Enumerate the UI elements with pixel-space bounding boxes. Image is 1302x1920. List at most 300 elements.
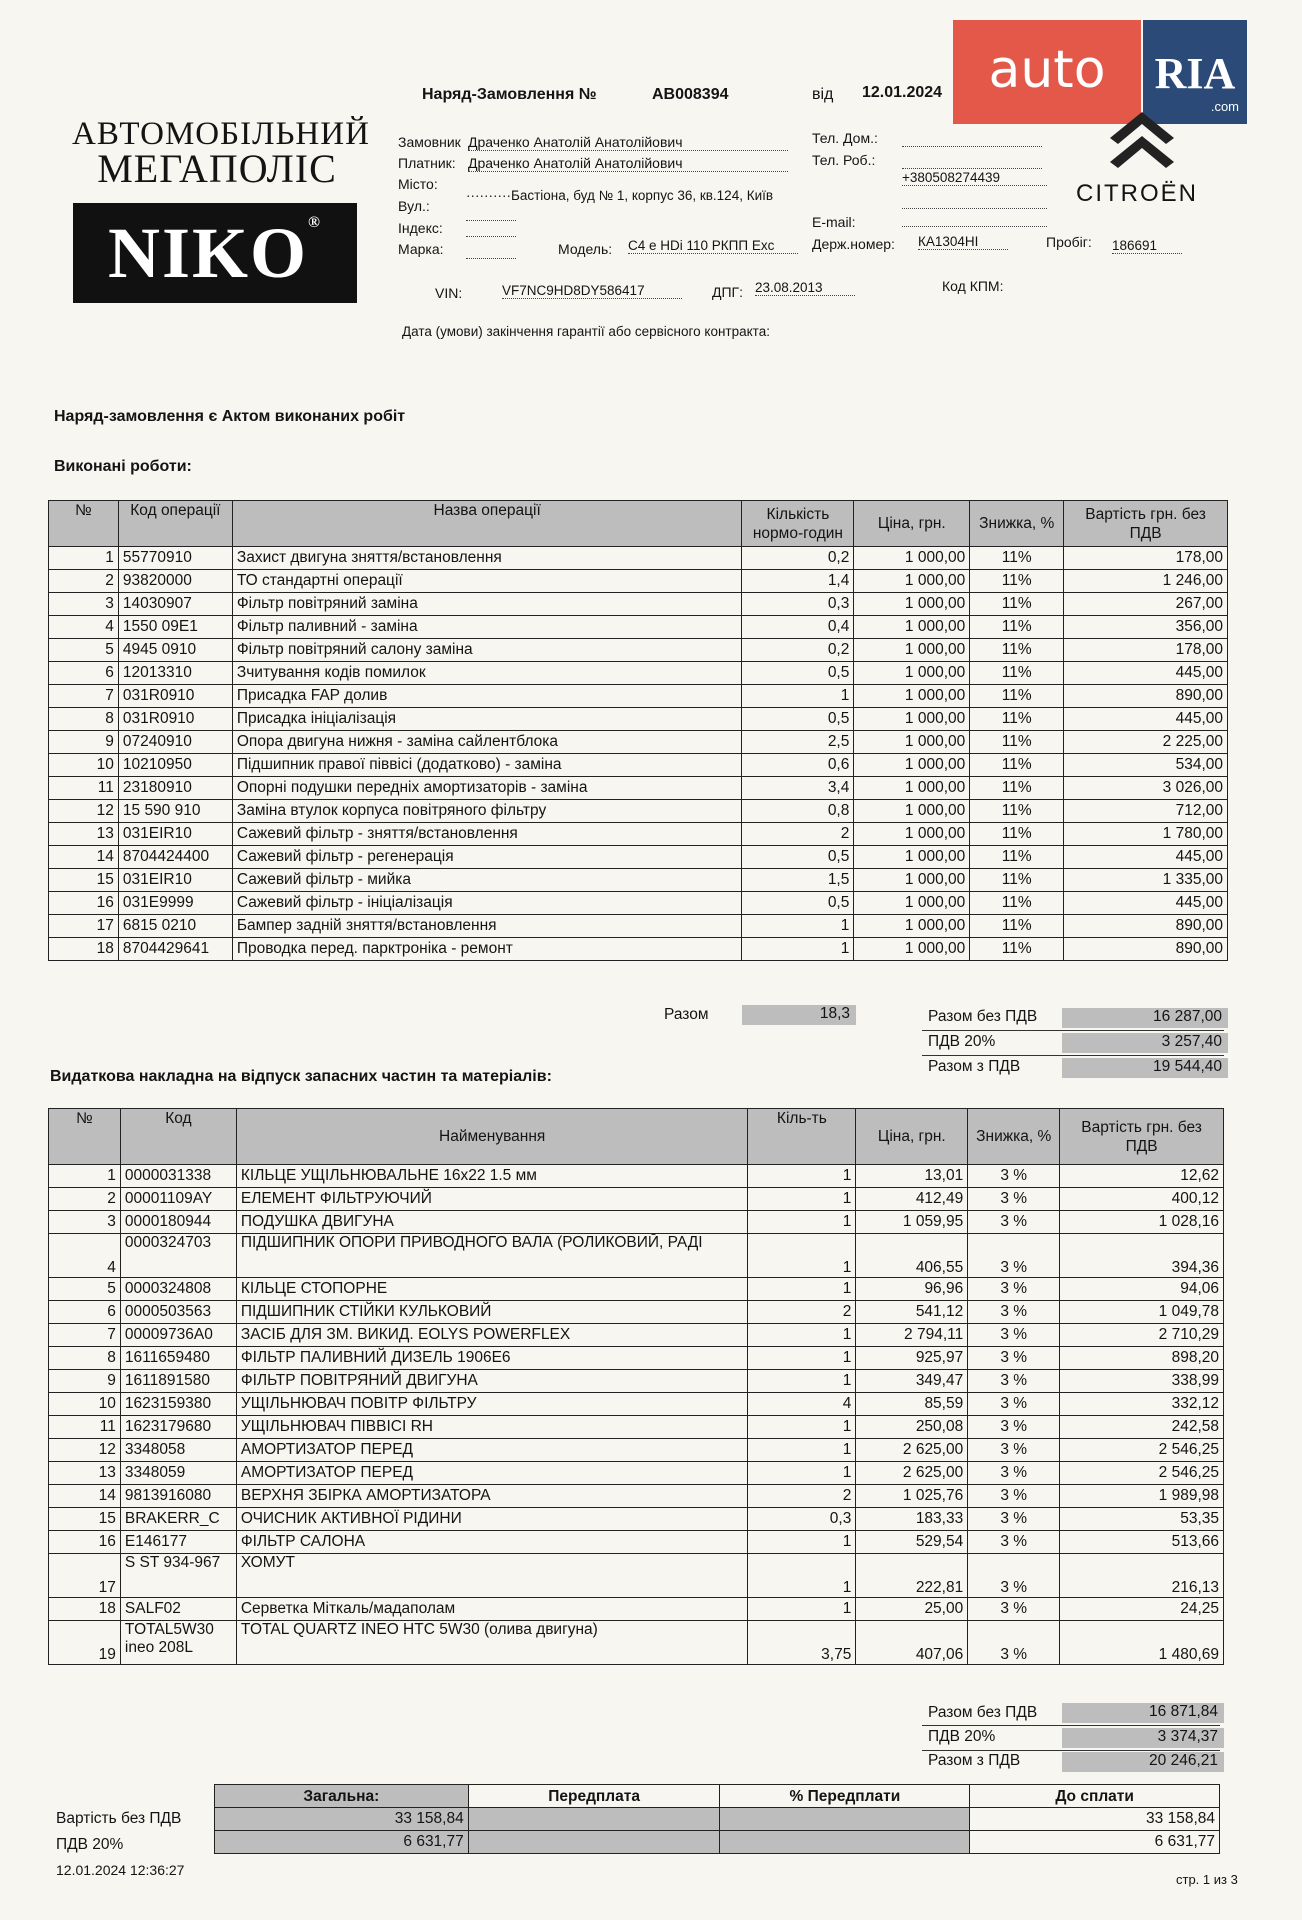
row-code: 1550 09E1 — [118, 616, 232, 639]
row-name: ПІДШИПНИК ОПОРИ ПРИВОДНОГО ВАЛА (РОЛИКОВИЙ, РАДІ — [236, 1234, 748, 1278]
col-part-name: Найменування — [236, 1109, 748, 1165]
row-price: 25,00 — [856, 1598, 968, 1621]
row-number: 9 — [49, 731, 119, 754]
col-part-number: № — [49, 1109, 121, 1165]
row-number: 6 — [49, 662, 119, 685]
row-cost: 712,00 — [1064, 800, 1228, 823]
order-label: Наряд-Замовлення № — [422, 86, 597, 103]
row-name: Заміна втулок корпуса повітряного фільтру — [232, 800, 742, 823]
ria-domain: .com — [1210, 99, 1239, 114]
work-row — [49, 846, 1228, 869]
parts-title: Видаткова накладна на відпуск запасних частин та матеріалів: — [50, 1068, 552, 1085]
row-name: ФІЛЬТР ПАЛИВНИЙ ДИЗЕЛЬ 1906Е6 — [236, 1347, 748, 1370]
parts-sum-divider-2 — [922, 1750, 1220, 1751]
row-code: 6815 0210 — [118, 915, 232, 938]
row-number: 12 — [49, 1439, 121, 1462]
row-qty: 1 — [748, 1554, 856, 1598]
part-row — [49, 1393, 1224, 1416]
kpm-label: Код КПМ: — [942, 278, 1004, 294]
col-part-price: Ціна, грн. — [856, 1109, 968, 1165]
work-row — [49, 915, 1228, 938]
parts-sum-no-vat: 16 871,84 — [1062, 1703, 1224, 1723]
row-discount: 3 % — [968, 1347, 1060, 1370]
row-name: ЕЛЕМЕНТ ФІЛЬТРУЮЧИЙ — [236, 1188, 748, 1211]
index-label: Індекс: — [398, 220, 443, 236]
part-row — [49, 1278, 1224, 1301]
col-op-code: Код операції — [118, 501, 232, 547]
row-number: 11 — [49, 1416, 121, 1439]
totals-row-vat — [215, 1831, 1220, 1854]
row-qty: 1 — [748, 1234, 856, 1278]
row-number: 15 — [49, 869, 119, 892]
parts-sum-no-vat-label: Разом без ПДВ — [928, 1704, 1038, 1721]
row-discount: 3 % — [968, 1393, 1060, 1416]
dpg-label: ДПГ: — [712, 284, 744, 300]
row-price: 1 000,00 — [854, 593, 970, 616]
row-name: Сажевий фільтр - ініціалізація — [232, 892, 742, 915]
row-code: SALF02 — [120, 1598, 236, 1621]
row-number: 3 — [49, 593, 119, 616]
row-qty: 3,4 — [742, 777, 854, 800]
row-number: 13 — [49, 823, 119, 846]
row-price: 1 000,00 — [854, 869, 970, 892]
row-cost: 445,00 — [1064, 662, 1228, 685]
work-row — [49, 938, 1228, 961]
row-qty: 1 — [748, 1211, 856, 1234]
row-name: Зчитування кодів помилок — [232, 662, 742, 685]
row-discount: 11% — [970, 593, 1064, 616]
col-op-name: Назва операції — [232, 501, 742, 547]
phone-home-value — [902, 134, 1042, 147]
row-code: 3348058 — [120, 1439, 236, 1462]
row-cost: 898,20 — [1060, 1347, 1224, 1370]
row-qty: 1 — [748, 1462, 856, 1485]
row-discount: 3 % — [968, 1598, 1060, 1621]
vin-label: VIN: — [435, 285, 463, 301]
row-cost: 356,00 — [1064, 616, 1228, 639]
row-code: 031EIR10 — [118, 869, 232, 892]
citroen-chevrons-icon — [1102, 104, 1182, 174]
row-code: 14030907 — [118, 593, 232, 616]
work-row — [49, 731, 1228, 754]
row-discount: 11% — [970, 800, 1064, 823]
row-code: 55770910 — [118, 547, 232, 570]
parts-sum-vat-label: Разом з ПДВ — [928, 1752, 1021, 1769]
row-cost: 53,35 — [1060, 1508, 1224, 1531]
row-code: 4945 0910 — [118, 639, 232, 662]
part-row — [49, 1554, 1224, 1598]
row-price: 96,96 — [856, 1278, 968, 1301]
row-qty: 2 — [748, 1485, 856, 1508]
row-qty: 0,2 — [742, 547, 854, 570]
row-price: 1 000,00 — [854, 570, 970, 593]
row-qty: 1 — [748, 1165, 856, 1188]
row-number: 6 — [49, 1301, 121, 1324]
row-price: 2 625,00 — [856, 1439, 968, 1462]
row-code: 00009736A0 — [120, 1324, 236, 1347]
row-number: 18 — [49, 938, 119, 961]
row-code: 1623179680 — [120, 1416, 236, 1439]
ria-text: RIA — [1154, 49, 1236, 98]
row-cost: 445,00 — [1064, 846, 1228, 869]
autoria-watermark-auto: auto — [953, 20, 1141, 124]
payer-name: Драченко Анатолій Анатолійович — [468, 155, 788, 172]
row-code: 1611891580 — [120, 1370, 236, 1393]
work-row — [49, 892, 1228, 915]
row-qty: 0,4 — [742, 616, 854, 639]
parts-sum-divider-1 — [922, 1725, 1220, 1726]
phone-home-label: Тел. Дом.: — [812, 130, 878, 146]
row-qty: 1 — [748, 1188, 856, 1211]
row-cost: 242,58 — [1060, 1416, 1224, 1439]
plate-label: Держ.номер: — [812, 236, 895, 252]
row-price: 1 000,00 — [854, 823, 970, 846]
city-label: Місто: — [398, 176, 438, 192]
row-cost: 890,00 — [1064, 938, 1228, 961]
row-number: 14 — [49, 1485, 121, 1508]
row-code: 3348059 — [120, 1462, 236, 1485]
row-cost: 178,00 — [1064, 547, 1228, 570]
row-name: ПОДУШКА ДВИГУНА — [236, 1211, 748, 1234]
row-number: 2 — [49, 1188, 121, 1211]
order-number: АВ008394 — [652, 86, 729, 103]
row-qty: 1 — [748, 1347, 856, 1370]
col-part-code: Код — [120, 1109, 236, 1165]
niko-logo-text: NIKO — [108, 213, 309, 293]
row-price: 1 000,00 — [854, 639, 970, 662]
row-cost: 394,36 — [1060, 1234, 1224, 1278]
part-row — [49, 1301, 1224, 1324]
row-number: 4 — [49, 616, 119, 639]
row-name: Серветка Міткаль/мадаполам — [236, 1598, 748, 1621]
row-name: Сажевий фільтр - зняття/встановлення — [232, 823, 742, 846]
row-number: 5 — [49, 1278, 121, 1301]
row-price: 349,47 — [856, 1370, 968, 1393]
work-row — [49, 823, 1228, 846]
row-name: УЩІЛЬНЮВАЧ ПОВІТР ФІЛЬТРУ — [236, 1393, 748, 1416]
row-code: 0000324808 — [120, 1278, 236, 1301]
row-cost: 94,06 — [1060, 1278, 1224, 1301]
row-code: BRAKERR_C — [120, 1508, 236, 1531]
row-name: ЗАСІБ ДЛЯ ЗМ. ВИКИД. EOLYS POWERFLEX — [236, 1324, 748, 1347]
model-value: C4 e HDi 110 РКПП Exc — [628, 238, 798, 254]
row-name: Опора двигуна нижня - заміна сайлентблока — [232, 731, 742, 754]
row-number: 10 — [49, 1393, 121, 1416]
part-row — [49, 1324, 1224, 1347]
totals-col-due: До сплати — [970, 1785, 1220, 1808]
row-qty: 0,2 — [742, 639, 854, 662]
row-number: 12 — [49, 800, 119, 823]
row-code: 031R0910 — [118, 708, 232, 731]
row-qty: 1 — [748, 1439, 856, 1462]
row-code: 1623159380 — [120, 1393, 236, 1416]
row-discount: 3 % — [968, 1554, 1060, 1598]
row-code: 07240910 — [118, 731, 232, 754]
row-discount: 3 % — [968, 1165, 1060, 1188]
street-value: ··········Бастіона, буд № 1, корпус 36, кв.124, Київ — [466, 188, 774, 203]
row-qty: 1 — [748, 1416, 856, 1439]
row-discount: 3 % — [968, 1531, 1060, 1554]
row-cost: 1 028,16 — [1060, 1211, 1224, 1234]
row-number: 7 — [49, 1324, 121, 1347]
row-discount: 11% — [970, 869, 1064, 892]
row-cost: 2 225,00 — [1064, 731, 1228, 754]
totals-label-vat: ПДВ 20% — [56, 1836, 124, 1853]
row-qty: 1 — [742, 938, 854, 961]
row-cost: 1 480,69 — [1060, 1621, 1224, 1665]
col-part-qty: Кіль-ть — [748, 1109, 856, 1165]
row-name: Сажевий фільтр - мийка — [232, 869, 742, 892]
row-discount: 3 % — [968, 1621, 1060, 1665]
row-discount: 3 % — [968, 1416, 1060, 1439]
work-row — [49, 708, 1228, 731]
row-cost: 1 335,00 — [1064, 869, 1228, 892]
row-discount: 3 % — [968, 1370, 1060, 1393]
row-price: 1 000,00 — [854, 685, 970, 708]
row-discount: 11% — [970, 616, 1064, 639]
col-hours: Кількість нормо-годин — [742, 501, 854, 547]
work-row — [49, 616, 1228, 639]
row-number: 10 — [49, 754, 119, 777]
row-cost: 267,00 — [1064, 593, 1228, 616]
row-qty: 1 — [748, 1278, 856, 1301]
row-code: 8704429641 — [118, 938, 232, 961]
company-logo-text — [72, 116, 370, 191]
row-discount: 11% — [970, 685, 1064, 708]
row-name: ПІДШИПНИК СТІЙКИ КУЛЬКОВИЙ — [236, 1301, 748, 1324]
row-price: 250,08 — [856, 1416, 968, 1439]
plate-value: КА1304НІ — [918, 234, 1008, 250]
parts-vat-label: ПДВ 20% — [928, 1728, 996, 1745]
row-cost: 1 780,00 — [1064, 823, 1228, 846]
row-name: Фільтр повітряний салону заміна — [232, 639, 742, 662]
row-number: 17 — [49, 1554, 121, 1598]
row-code: 031EIR10 — [118, 823, 232, 846]
col-price: Ціна, грн. — [854, 501, 970, 547]
col-cost: Вартість грн. без ПДВ — [1064, 501, 1228, 547]
part-row — [49, 1211, 1224, 1234]
phone-value: +380508274439 — [902, 170, 1047, 186]
row-price: 1 000,00 — [854, 915, 970, 938]
row-name: Присадка FAP долив — [232, 685, 742, 708]
row-price: 412,49 — [856, 1188, 968, 1211]
row-price: 541,12 — [856, 1301, 968, 1324]
part-row — [49, 1531, 1224, 1554]
row-qty: 1,4 — [742, 570, 854, 593]
row-discount: 3 % — [968, 1211, 1060, 1234]
row-discount: 11% — [970, 846, 1064, 869]
part-row — [49, 1485, 1224, 1508]
row-number: 16 — [49, 892, 119, 915]
part-row — [49, 1165, 1224, 1188]
row-price: 1 000,00 — [854, 754, 970, 777]
row-discount: 11% — [970, 938, 1064, 961]
part-row — [49, 1347, 1224, 1370]
row-qty: 0,3 — [748, 1508, 856, 1531]
works-sum-vat: 19 544,40 — [1062, 1058, 1228, 1078]
part-row — [49, 1416, 1224, 1439]
row-code: 031R0910 — [118, 685, 232, 708]
work-row — [49, 777, 1228, 800]
row-code: 15 590 910 — [118, 800, 232, 823]
row-number: 5 — [49, 639, 119, 662]
row-discount: 3 % — [968, 1188, 1060, 1211]
customer-name: Драченко Анатолій Анатолійович — [468, 134, 788, 151]
total-general-no-vat: 33 158,84 — [215, 1808, 469, 1831]
totals-col-prepay: Передплата — [468, 1785, 720, 1808]
row-cost: 332,12 — [1060, 1393, 1224, 1416]
row-qty: 0,5 — [742, 846, 854, 869]
row-discount: 3 % — [968, 1301, 1060, 1324]
total-due-vat: 6 631,77 — [970, 1831, 1220, 1854]
row-code: 0000324703 — [120, 1234, 236, 1278]
row-code: 9813916080 — [120, 1485, 236, 1508]
works-vat: 3 257,40 — [1062, 1033, 1228, 1053]
col-number: № — [49, 501, 119, 547]
row-cost: 445,00 — [1064, 708, 1228, 731]
part-row — [49, 1188, 1224, 1211]
work-row — [49, 593, 1228, 616]
row-discount: 3 % — [968, 1462, 1060, 1485]
parts-vat: 3 374,37 — [1062, 1728, 1224, 1748]
row-discount: 11% — [970, 639, 1064, 662]
row-cost: 2 546,25 — [1060, 1439, 1224, 1462]
col-discount: Знижка, % — [970, 501, 1064, 547]
row-number: 2 — [49, 570, 119, 593]
row-number: 1 — [49, 1165, 121, 1188]
row-price: 1 000,00 — [854, 616, 970, 639]
row-cost: 12,62 — [1060, 1165, 1224, 1188]
phone-work-value — [902, 156, 1042, 169]
dpg-value: 23.08.2013 — [755, 280, 855, 296]
col-part-cost: Вартість грн. без ПДВ — [1060, 1109, 1224, 1165]
row-cost: 178,00 — [1064, 639, 1228, 662]
row-price: 1 059,95 — [856, 1211, 968, 1234]
row-price: 1 000,00 — [854, 547, 970, 570]
customer-label: Замовник — [398, 134, 461, 150]
row-cost: 24,25 — [1060, 1598, 1224, 1621]
row-discount: 11% — [970, 570, 1064, 593]
row-discount: 11% — [970, 662, 1064, 685]
row-qty: 4 — [748, 1393, 856, 1416]
totals-col-prepay-pct: % Передплати — [720, 1785, 970, 1808]
street-label: Вул.: — [398, 198, 430, 214]
row-price: 1 000,00 — [854, 892, 970, 915]
part-row — [49, 1508, 1224, 1531]
row-discount: 3 % — [968, 1485, 1060, 1508]
row-name: Опорні подушки передніх амортизаторів - заміна — [232, 777, 742, 800]
work-row — [49, 800, 1228, 823]
citroen-wordmark: CITROËN — [1076, 180, 1198, 207]
row-price: 2 794,11 — [856, 1324, 968, 1347]
row-qty: 0,8 — [742, 800, 854, 823]
totals-label-no-vat: Вартість без ПДВ — [56, 1810, 182, 1827]
row-cost: 1 049,78 — [1060, 1301, 1224, 1324]
row-name: Підшипник правої піввісі (додатково) - заміна — [232, 754, 742, 777]
model-label: Модель: — [558, 241, 613, 257]
row-price: 1 000,00 — [854, 846, 970, 869]
works-sum-divider-1 — [922, 1030, 1224, 1031]
works-total-hours: 18,3 — [742, 1005, 856, 1025]
row-price: 407,06 — [856, 1621, 968, 1665]
row-price: 222,81 — [856, 1554, 968, 1598]
work-row — [49, 685, 1228, 708]
row-number: 9 — [49, 1370, 121, 1393]
row-name: ФІЛЬТР САЛОНА — [236, 1531, 748, 1554]
row-price: 529,54 — [856, 1531, 968, 1554]
row-qty: 3,75 — [748, 1621, 856, 1665]
row-code: TOTAL5W30 ineo 208L — [120, 1621, 236, 1665]
row-name: ФІЛЬТР ПОВІТРЯНИЙ ДВИГУНА — [236, 1370, 748, 1393]
row-discount: 3 % — [968, 1234, 1060, 1278]
logo-line-2: МЕГАПОЛІС — [97, 146, 337, 191]
row-code: 00001109AY — [120, 1188, 236, 1211]
row-cost: 513,66 — [1060, 1531, 1224, 1554]
row-qty: 1 — [748, 1531, 856, 1554]
date-from-label: від — [812, 86, 834, 103]
phone-work-label: Тел. Роб.: — [812, 152, 876, 168]
work-row — [49, 570, 1228, 593]
row-cost: 2 710,29 — [1060, 1324, 1224, 1347]
total-general-vat: 6 631,77 — [215, 1831, 469, 1854]
part-row — [49, 1370, 1224, 1393]
row-name: Сажевий фільтр - регенерація — [232, 846, 742, 869]
row-code: E146177 — [120, 1531, 236, 1554]
row-qty: 0,5 — [742, 892, 854, 915]
row-number: 16 — [49, 1531, 121, 1554]
payer-label: Платник: — [398, 155, 456, 171]
row-code: 93820000 — [118, 570, 232, 593]
works-sum-divider-2 — [922, 1055, 1224, 1056]
row-number: 15 — [49, 1508, 121, 1531]
total-due-no-vat: 33 158,84 — [970, 1808, 1220, 1831]
row-qty: 0,5 — [742, 662, 854, 685]
row-discount: 11% — [970, 731, 1064, 754]
work-row — [49, 639, 1228, 662]
row-discount: 11% — [970, 547, 1064, 570]
mileage-label: Пробіг: — [1046, 234, 1092, 250]
row-cost: 400,12 — [1060, 1188, 1224, 1211]
row-name: Фільтр повітряний заміна — [232, 593, 742, 616]
street-dots — [466, 210, 516, 221]
row-name: УЩІЛЬНЮВАЧ ПІВВІСІ RH — [236, 1416, 748, 1439]
row-code: S ST 934-967 — [120, 1554, 236, 1598]
row-qty: 1 — [748, 1324, 856, 1347]
row-cost: 3 026,00 — [1064, 777, 1228, 800]
row-discount: 3 % — [968, 1439, 1060, 1462]
row-number: 11 — [49, 777, 119, 800]
row-name: Бампер задній зняття/встановлення — [232, 915, 742, 938]
row-price: 13,01 — [856, 1165, 968, 1188]
parts-sum-vat: 20 246,21 — [1062, 1752, 1224, 1772]
row-code: 1611659480 — [120, 1347, 236, 1370]
row-number: 18 — [49, 1598, 121, 1621]
row-number: 8 — [49, 708, 119, 731]
row-discount: 3 % — [968, 1508, 1060, 1531]
work-row — [49, 547, 1228, 570]
row-number: 1 — [49, 547, 119, 570]
row-number: 17 — [49, 915, 119, 938]
totals-table — [214, 1784, 1220, 1854]
row-cost: 2 546,25 — [1060, 1462, 1224, 1485]
row-price: 1 025,76 — [856, 1485, 968, 1508]
works-sum-no-vat: 16 287,00 — [1062, 1008, 1228, 1028]
works-table — [48, 500, 1228, 961]
footer-timestamp: 12.01.2024 12:36:27 — [56, 1862, 185, 1878]
work-row — [49, 869, 1228, 892]
total-prepay-no-vat — [468, 1808, 720, 1831]
row-price: 406,55 — [856, 1234, 968, 1278]
